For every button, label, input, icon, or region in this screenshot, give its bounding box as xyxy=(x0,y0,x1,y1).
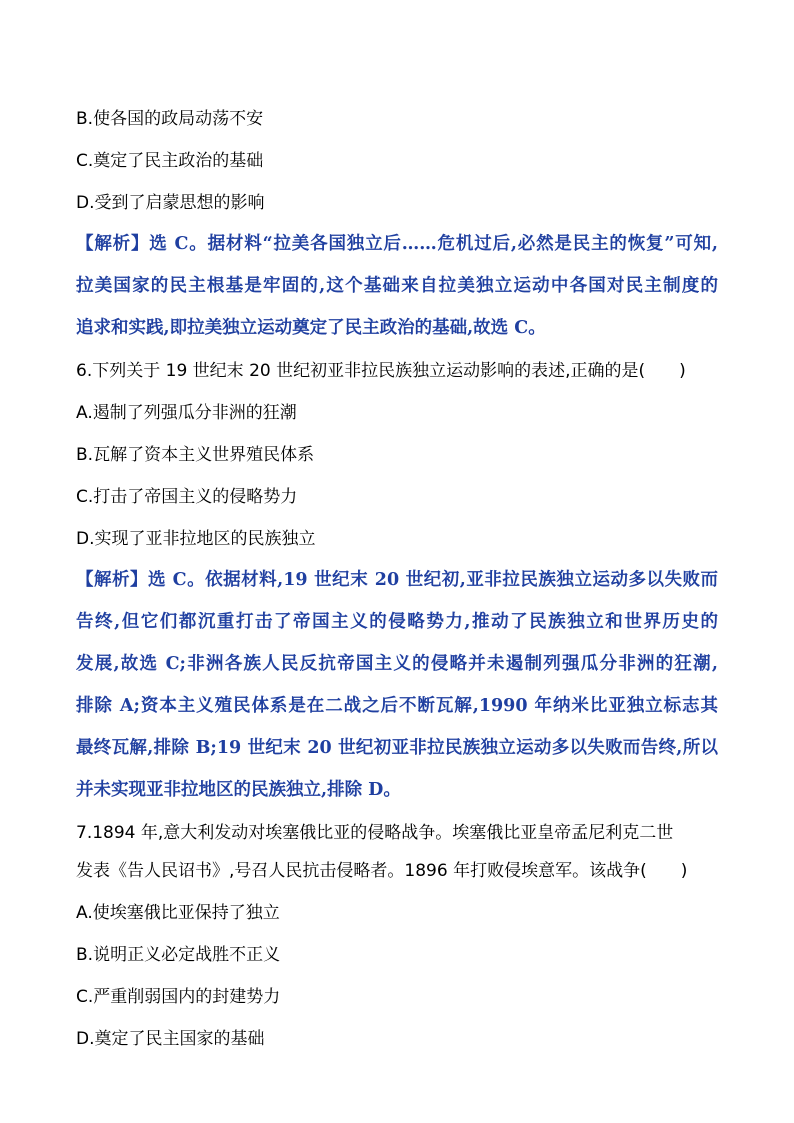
q7-option-c: C.严重削弱国内的封建势力 xyxy=(76,987,281,1007)
q6-analysis-line: 排除 A;资本主义殖民体系是在二战之后不断瓦解,1990 年纳米比亚独立标志其 xyxy=(76,696,718,716)
q6-analysis-line: 最终瓦解,排除 B;19 世纪末 20 世纪初亚非拉民族独立运动多以失败而告终,所以 xyxy=(76,738,718,758)
q7-stem-line2: 发表《告人民诏书》,号召人民抗击侵略者。1896 年打败侵埃意军。该战争( ) xyxy=(76,861,688,881)
q6-option-d: D.实现了亚非拉地区的民族独立 xyxy=(76,529,316,549)
q5-option-c: C.奠定了民主政治的基础 xyxy=(76,151,264,171)
q6-option-a: A.遏制了列强瓜分非洲的狂潮 xyxy=(76,403,297,423)
q5-option-d: D.受到了启蒙思想的影响 xyxy=(76,193,265,213)
q7-stem-line1: 7.1894 年,意大利发动对埃塞俄比亚的侵略战争。埃塞俄比亚皇帝孟尼利克二世 xyxy=(76,823,674,843)
q6-option-c: C.打击了帝国主义的侵略势力 xyxy=(76,487,298,507)
q6-analysis-line: 发展,故选 C;非洲各族人民反抗帝国主义的侵略并未遏制列强瓜分非洲的狂潮, xyxy=(76,654,718,674)
q6-analysis-line: 【解析】选 C。依据材料,19 世纪末 20 世纪初,亚非拉民族独立运动多以失败而 xyxy=(76,570,718,590)
q5-option-b: B.使各国的政局动荡不安 xyxy=(76,109,264,129)
q6-analysis-line: 告终,但它们都沉重打击了帝国主义的侵略势力,推动了民族独立和世界历史的 xyxy=(76,612,718,632)
q5-analysis-line: 追求和实践,即拉美独立运动奠定了民主政治的基础,故选 C。 xyxy=(76,318,546,338)
q7-option-b: B.说明正义必定战胜不正义 xyxy=(76,945,281,965)
q7-option-d: D.奠定了民主国家的基础 xyxy=(76,1029,265,1049)
q7-option-a: A.使埃塞俄比亚保持了独立 xyxy=(76,903,280,923)
q6-stem: 6.下列关于 19 世纪末 20 世纪初亚非拉民族独立运动影响的表述,正确的是( ) xyxy=(76,361,686,381)
q5-analysis-line: 拉美国家的民主根基是牢固的,这个基础来自拉美独立运动中各国对民主制度的 xyxy=(76,276,718,296)
q6-analysis-line: 并未实现亚非拉地区的民族独立,排除 D。 xyxy=(76,780,401,800)
q6-option-b: B.瓦解了资本主义世界殖民体系 xyxy=(76,445,315,465)
q5-analysis-line: 【解析】选 C。据材料“拉美各国独立后……危机过后,必然是民主的恢复”可知, xyxy=(76,234,718,254)
